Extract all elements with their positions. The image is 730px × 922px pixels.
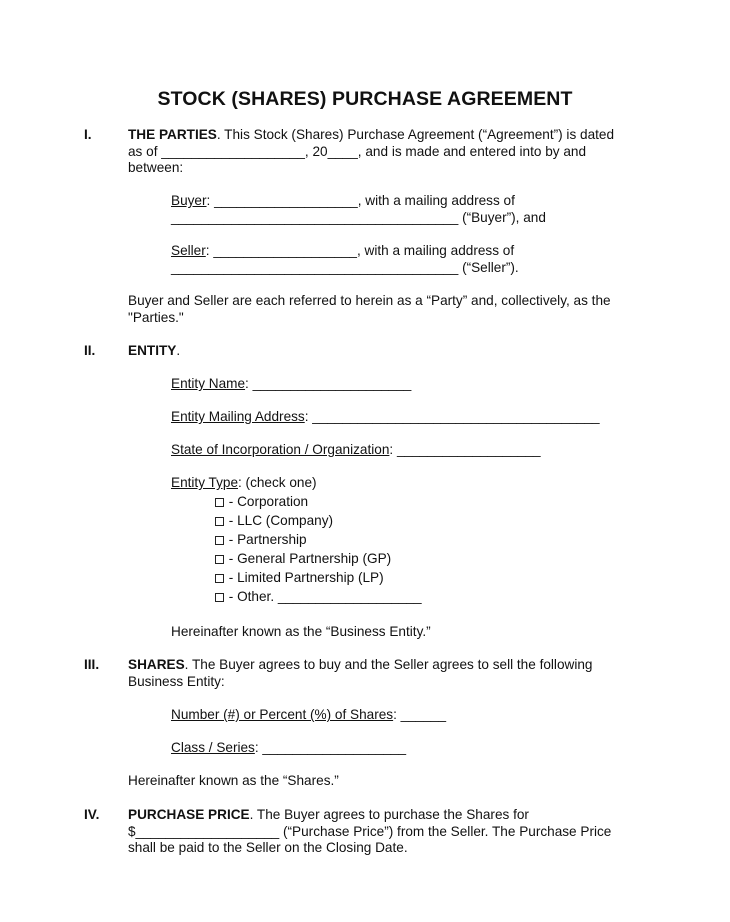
entity-type-field [171,475,651,492]
parties-line-3: between: [128,160,184,176]
seller-line-2: ______________________________________ (“Seller”). [171,259,519,275]
buyer-line-2: ______________________________________ (“Buyer”), and [171,209,546,225]
price-line-1-text: . The Buyer agrees to purchase the Shares for [249,807,529,822]
shares-hereinafter: Hereinafter known as the “Shares.” [128,773,339,788]
section-number-4: IV. [84,807,100,822]
parties-heading: THE PARTIES [128,127,217,142]
shares-line-1-text: . The Buyer agrees to buy and the Seller agrees to sell the following [184,657,593,672]
seller-block [171,243,651,276]
entity-state-blank: : ___________________ [389,442,541,457]
entity-name-blank: : _____________________ [245,376,412,391]
option-label: - Partnership [228,532,307,547]
option-label: - Limited Partnership (LP) [228,570,384,585]
option-label: - Other. ___________________ [228,589,422,604]
checkbox-icon[interactable] [215,498,224,507]
seller-line-1-text: : ___________________, with a mailing address of [205,243,515,258]
document-title: STOCK (SHARES) PURCHASE AGREEMENT [157,88,573,110]
shares-paragraph [128,657,658,690]
shares-class-blank: : ___________________ [254,740,407,755]
checkbox-icon[interactable] [215,517,224,526]
shares-number-field [171,707,651,724]
price-line-2: $___________________ (“Purchase Price”) from the Seller. The Purchase Price [128,823,612,839]
shares-number-blank: : ______ [393,707,447,722]
shares-line-1 [128,657,658,674]
option-general-partnership[interactable] [215,551,615,568]
seller-line-1 [171,243,651,260]
entity-heading-line [128,343,658,360]
collective-line-1: Buyer and Seller are each referred to herein as a “Party” and, collectively, as the [128,293,611,308]
option-label: - Corporation [228,494,309,509]
shares-line-2: Business Entity: [128,673,225,689]
option-label: - LLC (Company) [228,513,334,528]
entity-address-blank: : ______________________________________ [304,409,600,424]
entity-hereinafter: Hereinafter known as the “Business Entity.” [171,624,431,639]
shares-heading: SHARES [128,657,185,672]
entity-type-suffix: : (check one) [238,475,317,490]
section-number-3: III. [84,657,100,672]
section-number-1: I. [84,127,92,142]
entity-name-label: Entity Name [171,376,246,391]
checkbox-icon[interactable] [215,555,224,564]
parties-paragraph [128,127,658,177]
option-other[interactable] [215,589,615,606]
entity-name-field [171,376,651,393]
parties-line-1-text: . This Stock (Shares) Purchase Agreement (“Agreement”) is dated [216,127,615,142]
price-heading: PURCHASE PRICE [128,807,250,822]
shares-class-field [171,740,651,757]
price-paragraph [128,807,658,857]
option-limited-partnership[interactable] [215,570,615,587]
seller-label: Seller [171,243,206,258]
entity-heading-suffix: . [176,343,181,358]
entity-address-label: Entity Mailing Address [171,409,305,424]
collective-line-2: "Parties." [128,309,184,325]
checkbox-icon[interactable] [215,536,224,545]
buyer-block [171,193,651,226]
price-line-3: shall be paid to the Seller on the Closing Date. [128,840,408,856]
entity-type-label: Entity Type [171,475,238,490]
parties-line-2: as of ___________________, 20____, and is made and entered into by and [128,143,587,159]
buyer-label: Buyer [171,193,207,208]
shares-number-label: Number (#) or Percent (%) of Shares [171,707,394,722]
option-partnership[interactable] [215,532,615,549]
option-corporation[interactable] [215,494,615,511]
section-number-2: II. [84,343,96,358]
option-llc[interactable] [215,513,615,530]
shares-class-label: Class / Series [171,740,255,755]
buyer-line-1-text: : ___________________, with a mailing address of [206,193,515,208]
option-label: - General Partnership (GP) [228,551,392,566]
checkbox-icon[interactable] [215,574,224,583]
price-line-1 [128,807,658,824]
collective-paragraph [128,293,658,326]
entity-state-field [171,442,651,459]
checkbox-icon[interactable] [215,593,224,602]
entity-heading: ENTITY [128,343,177,358]
entity-address-field [171,409,651,426]
entity-state-label: State of Incorporation / Organization [171,442,390,457]
parties-line-1 [128,127,658,144]
buyer-line-1 [171,193,651,210]
